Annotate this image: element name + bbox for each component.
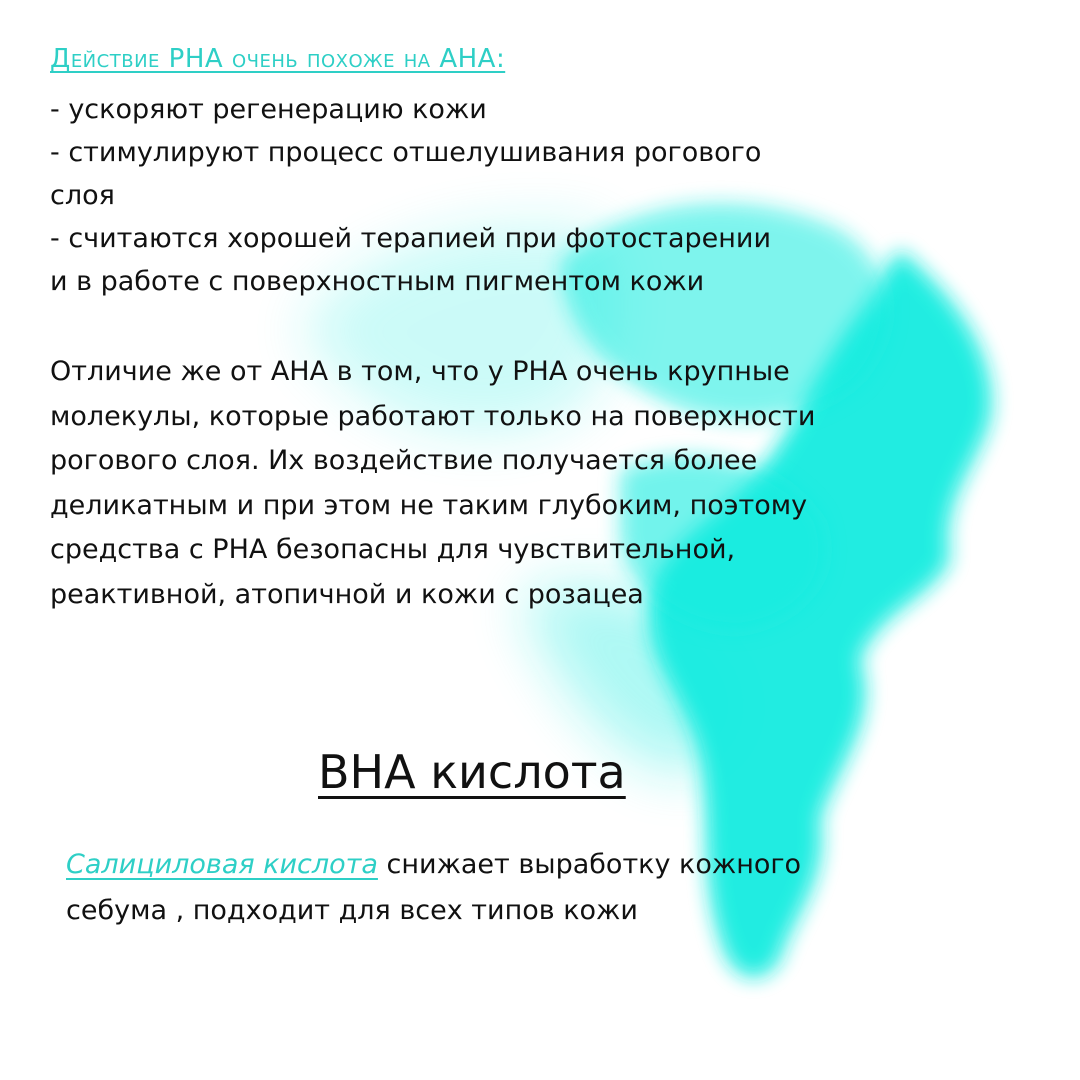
paragraph-line: деликатным и при этом не таким глубоким, поэтому <box>50 489 808 521</box>
pha-effect-line: - считаются хорошей терапией при фотостарении <box>50 223 772 254</box>
bha-line-2: себума , подходит для всех типов кожи <box>66 895 638 926</box>
bha-description <box>66 842 801 934</box>
pha-heading: Действие РНА очень похоже на АНА: <box>50 44 506 74</box>
bha-section-title: BHA кислота <box>318 745 626 799</box>
salicylic-acid-term: Салициловая кислота <box>66 849 378 880</box>
paragraph-line: реактивной, атопичной и кожи с розацеа <box>50 578 644 610</box>
bha-line-1 <box>66 842 801 888</box>
pha-effect-line: и в работе с поверхностным пигментом кожи <box>50 266 705 297</box>
paragraph-line: рогового слоя. Их воздействие получается более <box>50 445 758 476</box>
pha-effects-list <box>50 88 771 303</box>
pha-difference-paragraph <box>50 350 1040 617</box>
paragraph-line: средства с PHA безопасны для чувствительной, <box>50 534 736 565</box>
pha-effect-line: слоя <box>50 180 115 211</box>
paragraph-line: Отличие же от АНА в том, что у PHA очень крупные <box>50 356 790 387</box>
bha-line-1-rest: снижает выработку кожного <box>377 849 802 880</box>
paragraph-line: молекулы, которые работают только на поверхности <box>50 400 816 432</box>
pha-effect-line: - стимулируют процесс отшелушивания рогового <box>50 137 762 168</box>
pha-effect-line: - ускоряют регенерацию кожи <box>50 94 487 125</box>
